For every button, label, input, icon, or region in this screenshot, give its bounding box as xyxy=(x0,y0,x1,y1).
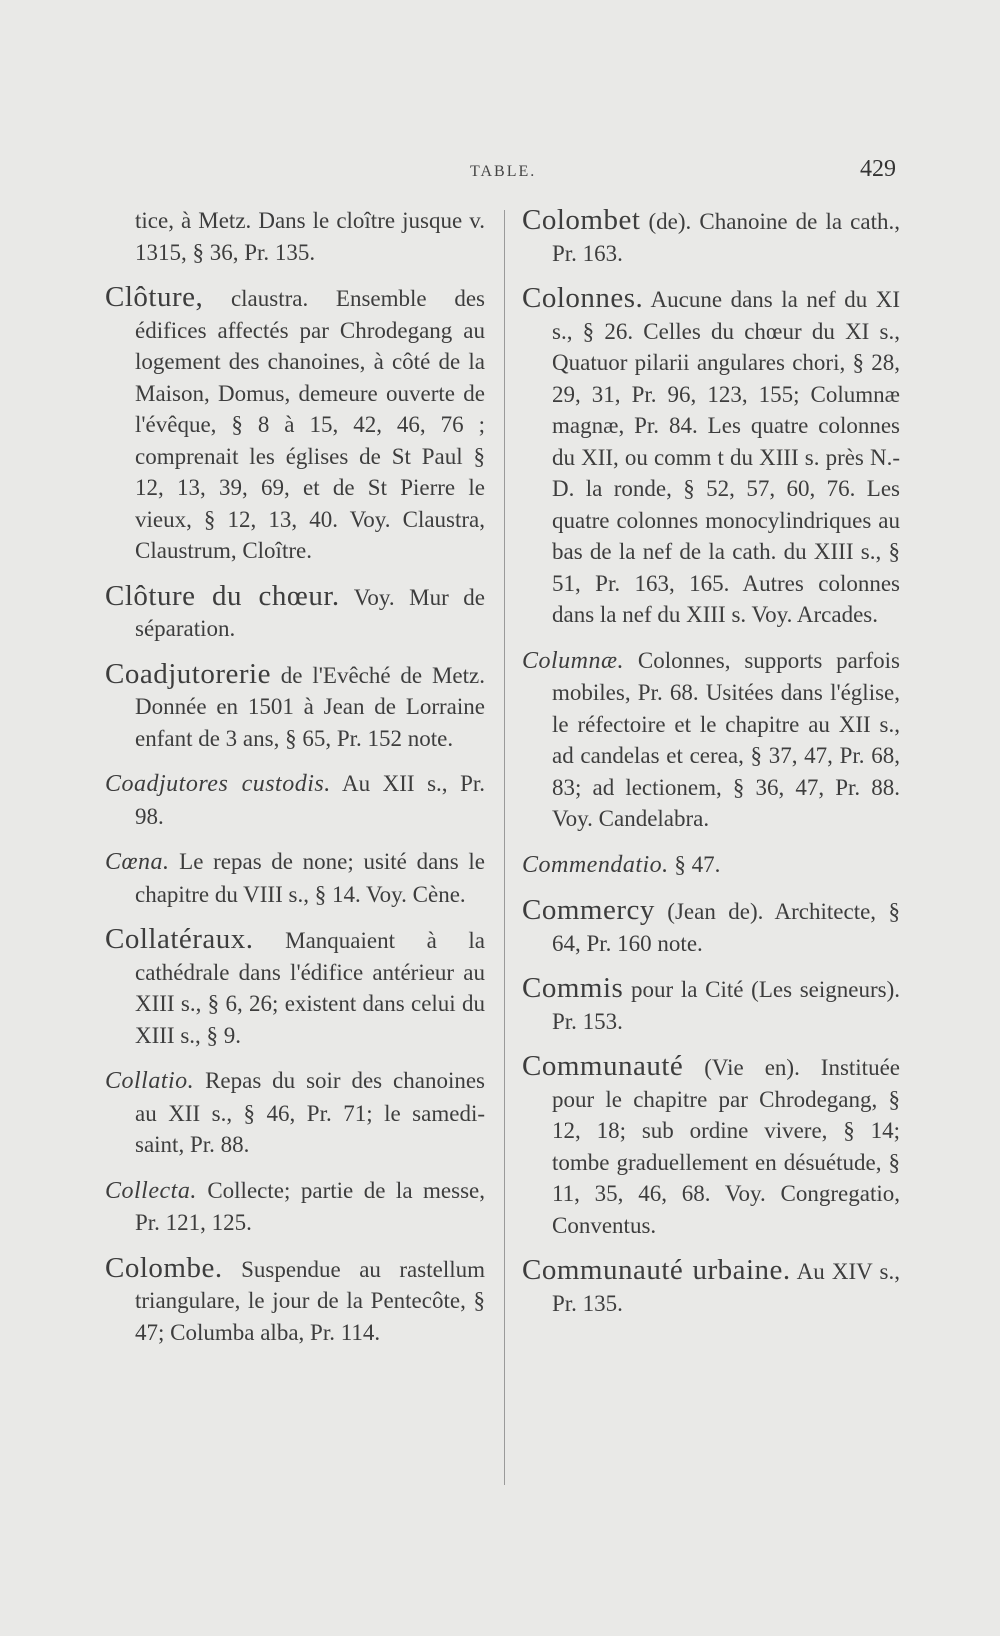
index-entry xyxy=(105,1253,485,1349)
entry-headword: Communauté xyxy=(522,1050,684,1082)
entry-headword: Collatéraux. xyxy=(105,923,254,955)
entry-text: Suspendue au rastellum triangulare, le jour de la Pentecôte, § 47; Columba alba, Pr. 114. xyxy=(135,1256,485,1345)
entry-text: claustra. Ensemble des édifices affectés par Chrodegang au logement des chanoines, à côté de la Maison, Domus, demeure ouverte de l'évêque, § 8 à 15, 42, 46, 76 ; comprenait les églises de St Paul § 12, 13, 39, 69, et de St Pierre le vieux, § 12, 13, 40. Voy. Claustra, Claustrum, Cloître. xyxy=(135,286,485,563)
entry-headword: Coadjutores custodis. xyxy=(105,771,331,797)
entry-headword: Clôture, xyxy=(105,281,204,313)
entry-text: de l'Evêché de Metz. Donnée en 1501 à Jean de Lorraine enfant de 3 ans, § 65, Pr. 152 note. xyxy=(135,662,485,751)
entry-text: Colonnes, supports parfois mobiles, Pr. 68. Usitées dans l'église, le réfectoire et le chapitre au XII s., ad candelas et cerea, § 37, 47, Pr. 68, 83; ad lectionem, § 36, 47, Pr. 88. Voy. Candelabra. xyxy=(552,647,900,831)
index-entry xyxy=(522,1255,900,1319)
entry-text: (de). Chanoine de la cath., Pr. 163. xyxy=(552,209,900,266)
index-entry xyxy=(105,1065,485,1161)
entry-text: Aucune dans la nef du XI s., § 26. Celles du chœur du XI s., Quatuor pilarii angulares chori, § 28, 29, 31, Pr. 96, 123, 155; Columnæ magnæ, Pr. 84. Les quatre colonnes du XII, ou comm t du XIII s. près N.-D. la ronde, § 52, 57, 60, 76. Les quatre colonnes monocylindriques au bas de la nef de la cath. du XIII s., § 51, Pr. 163, 165. Autres colonnes dans la nef du XIII s. Voy. Arcades. xyxy=(552,287,900,627)
entry-headword: Commendatio. xyxy=(522,851,669,878)
index-entry xyxy=(522,849,900,882)
index-entry xyxy=(522,205,900,269)
entry-headword: Coadjutorerie xyxy=(105,657,271,690)
left-column xyxy=(105,205,485,1362)
page-number: 429 xyxy=(860,156,896,182)
entry-text: Collecte; partie de la messe, Pr. 121, 125. xyxy=(135,1177,485,1235)
entry-headword: Clôture du chœur. xyxy=(105,579,340,612)
entry-headword: Communauté urbaine. xyxy=(522,1254,791,1286)
entry-text: tice, à Metz. Dans le cloître jusque v. 1315, § 36, Pr. 135. xyxy=(135,208,485,265)
entry-headword: Collecta. xyxy=(105,1177,197,1204)
entry-text: Le repas de none; usité dans le chapitre du VIII s., § 14. Voy. Cène. xyxy=(135,849,485,907)
running-header: TABLE. xyxy=(470,163,537,180)
index-entry xyxy=(105,768,485,832)
index-entry xyxy=(105,205,485,268)
index-entry xyxy=(522,895,900,959)
entry-headword: Colombet xyxy=(522,204,641,236)
index-entry xyxy=(522,283,900,631)
entry-text: § 47. xyxy=(668,851,721,877)
column-divider xyxy=(504,210,505,1485)
index-entry xyxy=(105,659,485,755)
entry-text: pour la Cité (Les seigneurs). Pr. 153. xyxy=(552,977,900,1034)
index-entry xyxy=(522,1051,900,1241)
entry-text: Au XIV s., Pr. 135. xyxy=(552,1259,900,1316)
entry-headword: Cœna. xyxy=(105,849,170,875)
entry-headword: Collatio. xyxy=(105,1068,195,1094)
index-entry xyxy=(105,282,485,567)
entry-headword: Colonnes. xyxy=(522,282,644,314)
entry-headword: Columnæ. xyxy=(522,647,625,674)
entry-headword: Commercy xyxy=(522,894,655,926)
index-entry xyxy=(105,1175,485,1239)
entry-headword: Commis xyxy=(522,972,624,1004)
entry-headword: Colombe. xyxy=(105,1251,223,1284)
entry-text: (Jean de). Architecte, § 64, Pr. 160 note. xyxy=(552,899,900,956)
index-entry xyxy=(105,924,485,1051)
entry-text: Au XII s., Pr. 98. xyxy=(135,771,485,829)
entry-text: Voy. Mur de séparation. xyxy=(135,584,485,641)
entry-text: Repas du soir des chanoines au XII s., § 46, Pr. 71; le samedi-saint, Pr. 88. xyxy=(135,1068,485,1157)
index-entry xyxy=(522,645,900,835)
index-entry xyxy=(105,581,485,645)
right-column xyxy=(522,205,900,1333)
index-entry xyxy=(522,973,900,1037)
index-entry xyxy=(105,846,485,910)
entry-text: Manquaient à la cathédrale dans l'édifice antérieur au XIII s., § 6, 26; existent dans celui du XIII s., § 9. xyxy=(135,928,485,1048)
entry-text: (Vie en). Instituée pour le chapitre par Chrodegang, § 12, 18; sub ordine vivere, § 14; tombe graduellement en désuétude, § 11, 35, 46, 68. Voy. Congregatio, Conventus. xyxy=(552,1055,900,1238)
